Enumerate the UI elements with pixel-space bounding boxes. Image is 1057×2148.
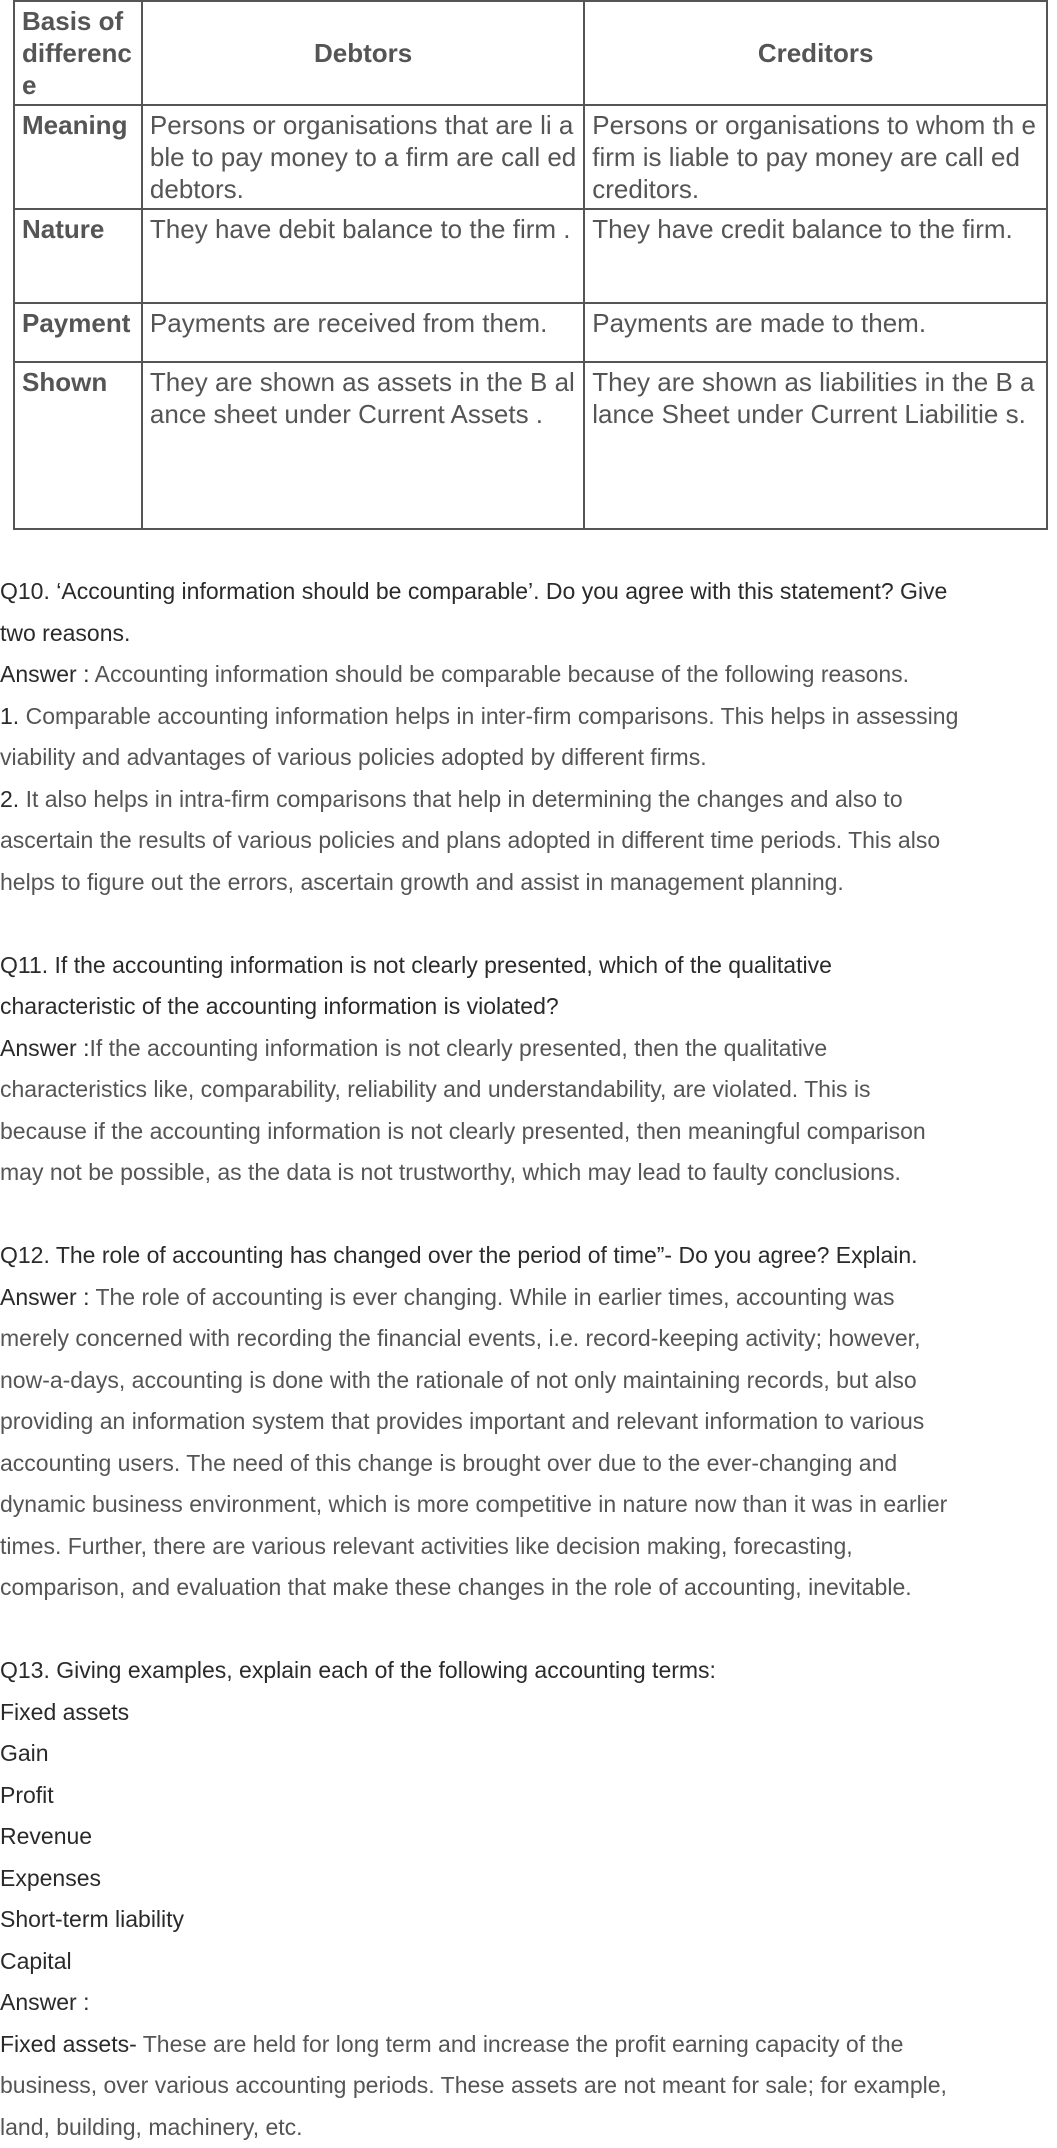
row-creditors: They have credit balance to the firm. [584,209,1047,303]
term-item: Fixed assets [0,1692,1057,1734]
answer-text: business, over various accounting periods. These assets are not meant for sale; for example, [0,2065,1057,2107]
point-number: 1. [0,703,19,729]
table-row-nature [14,209,1047,303]
table-row-payment [14,303,1047,362]
answer-text: times. Further, there are various relevant activities like decision making, forecasting, [0,1526,1057,1568]
row-basis: Meaning [14,105,142,209]
row-debtors: Persons or organisations that are li able to pay money to a firm are call ed debtors. [142,105,584,209]
answer-label: Answer : [0,1284,89,1310]
point-number: 2. [0,786,19,812]
table-header-row [14,1,1047,105]
answer-text: These are held for long term and increase the profit earning capacity of the [137,2031,904,2057]
term-item: Profit [0,1775,1057,1817]
answer-text: now-a-days, accounting is done with the rationale of not only maintaining records, but also [0,1360,1057,1402]
q10-question-line: two reasons. [0,613,1057,655]
header-creditors: Creditors [584,1,1047,105]
term-item: Gain [0,1733,1057,1775]
term-item: Expenses [0,1858,1057,1900]
row-debtors: They have debit balance to the firm . [142,209,584,303]
answer-label: Answer : [0,1982,1057,2024]
table-row-shown [14,362,1047,529]
row-debtors: They are shown as assets in the B alance sheet under Current Assets . [142,362,584,529]
answer-text: may not be possible, as the data is not trustworthy, which may lead to faulty conclusions. [0,1152,1057,1194]
row-debtors: Payments are received from them. [142,303,584,362]
answer-text: dynamic business environment, which is more competitive in nature now than it was in earlier [0,1484,1057,1526]
answer-text: It also helps in intra-firm comparisons that help in determining the changes and also to [19,786,902,812]
answer-text: merely concerned with recording the financial events, i.e. record-keeping activity; however, [0,1318,1057,1360]
fixed-assets-label: Fixed assets- [0,2031,137,2057]
term-item: Capital [0,1941,1057,1983]
answer-text: helps to figure out the errors, ascertain growth and assist in management planning. [0,862,1057,904]
qa-section [0,571,1057,2148]
answer-text: land, building, machinery, etc. [0,2107,1057,2148]
answer-text: accounting users. The need of this change is brought over due to the ever-changing and [0,1443,1057,1485]
row-creditors: Payments are made to them. [584,303,1047,362]
table-row-meaning [14,105,1047,209]
row-creditors: Persons or organisations to whom th e firm is liable to pay money are call ed creditors. [584,105,1047,209]
answer-text: providing an information system that provides important and relevant information to various [0,1401,1057,1443]
debtors-creditors-table [13,0,1048,530]
header-debtors: Debtors [142,1,584,105]
answer-text: characteristics like, comparability, reliability and understandability, are violated. This is [0,1069,1057,1111]
header-basis: Basis of differenc e [14,1,142,105]
answer-text: viability and advantages of various policies adopted by different firms. [0,737,1057,779]
term-item: Revenue [0,1816,1057,1858]
row-basis: Nature [14,209,142,303]
row-creditors: They are shown as liabilities in the B alance Sheet under Current Liabilitie s. [584,362,1047,529]
q13-question-line: Q13. Giving examples, explain each of the following accounting terms: [0,1650,1057,1692]
term-item: Short-term liability [0,1899,1057,1941]
answer-text: If the accounting information is not clearly presented, then the qualitative [89,1035,827,1061]
q11-question-line: Q11. If the accounting information is not clearly presented, which of the qualitative [0,945,1057,987]
row-basis: Payment [14,303,142,362]
answer-text: ascertain the results of various policies and plans adopted in different time periods. This also [0,820,1057,862]
answer-text: because if the accounting information is not clearly presented, then meaningful comparison [0,1111,1057,1153]
answer-label: Answer : [0,1035,89,1061]
q11-question-line: characteristic of the accounting information is violated? [0,986,1057,1028]
q10-question-line: Q10. ‘Accounting information should be comparable’. Do you agree with this statement? Give [0,571,1057,613]
row-basis: Shown [14,362,142,529]
answer-text: Comparable accounting information helps in inter-firm comparisons. This helps in assessing [19,703,958,729]
q12-question-line: Q12. The role of accounting has changed over the period of time”- Do you agree? Explain. [0,1235,1057,1277]
answer-text: The role of accounting is ever changing. While in earlier times, accounting was [89,1284,894,1310]
answer-text: Accounting information should be comparable because of the following reasons. [89,661,909,687]
answer-label: Answer : [0,661,89,687]
answer-text: comparison, and evaluation that make these changes in the role of accounting, inevitable. [0,1567,1057,1609]
